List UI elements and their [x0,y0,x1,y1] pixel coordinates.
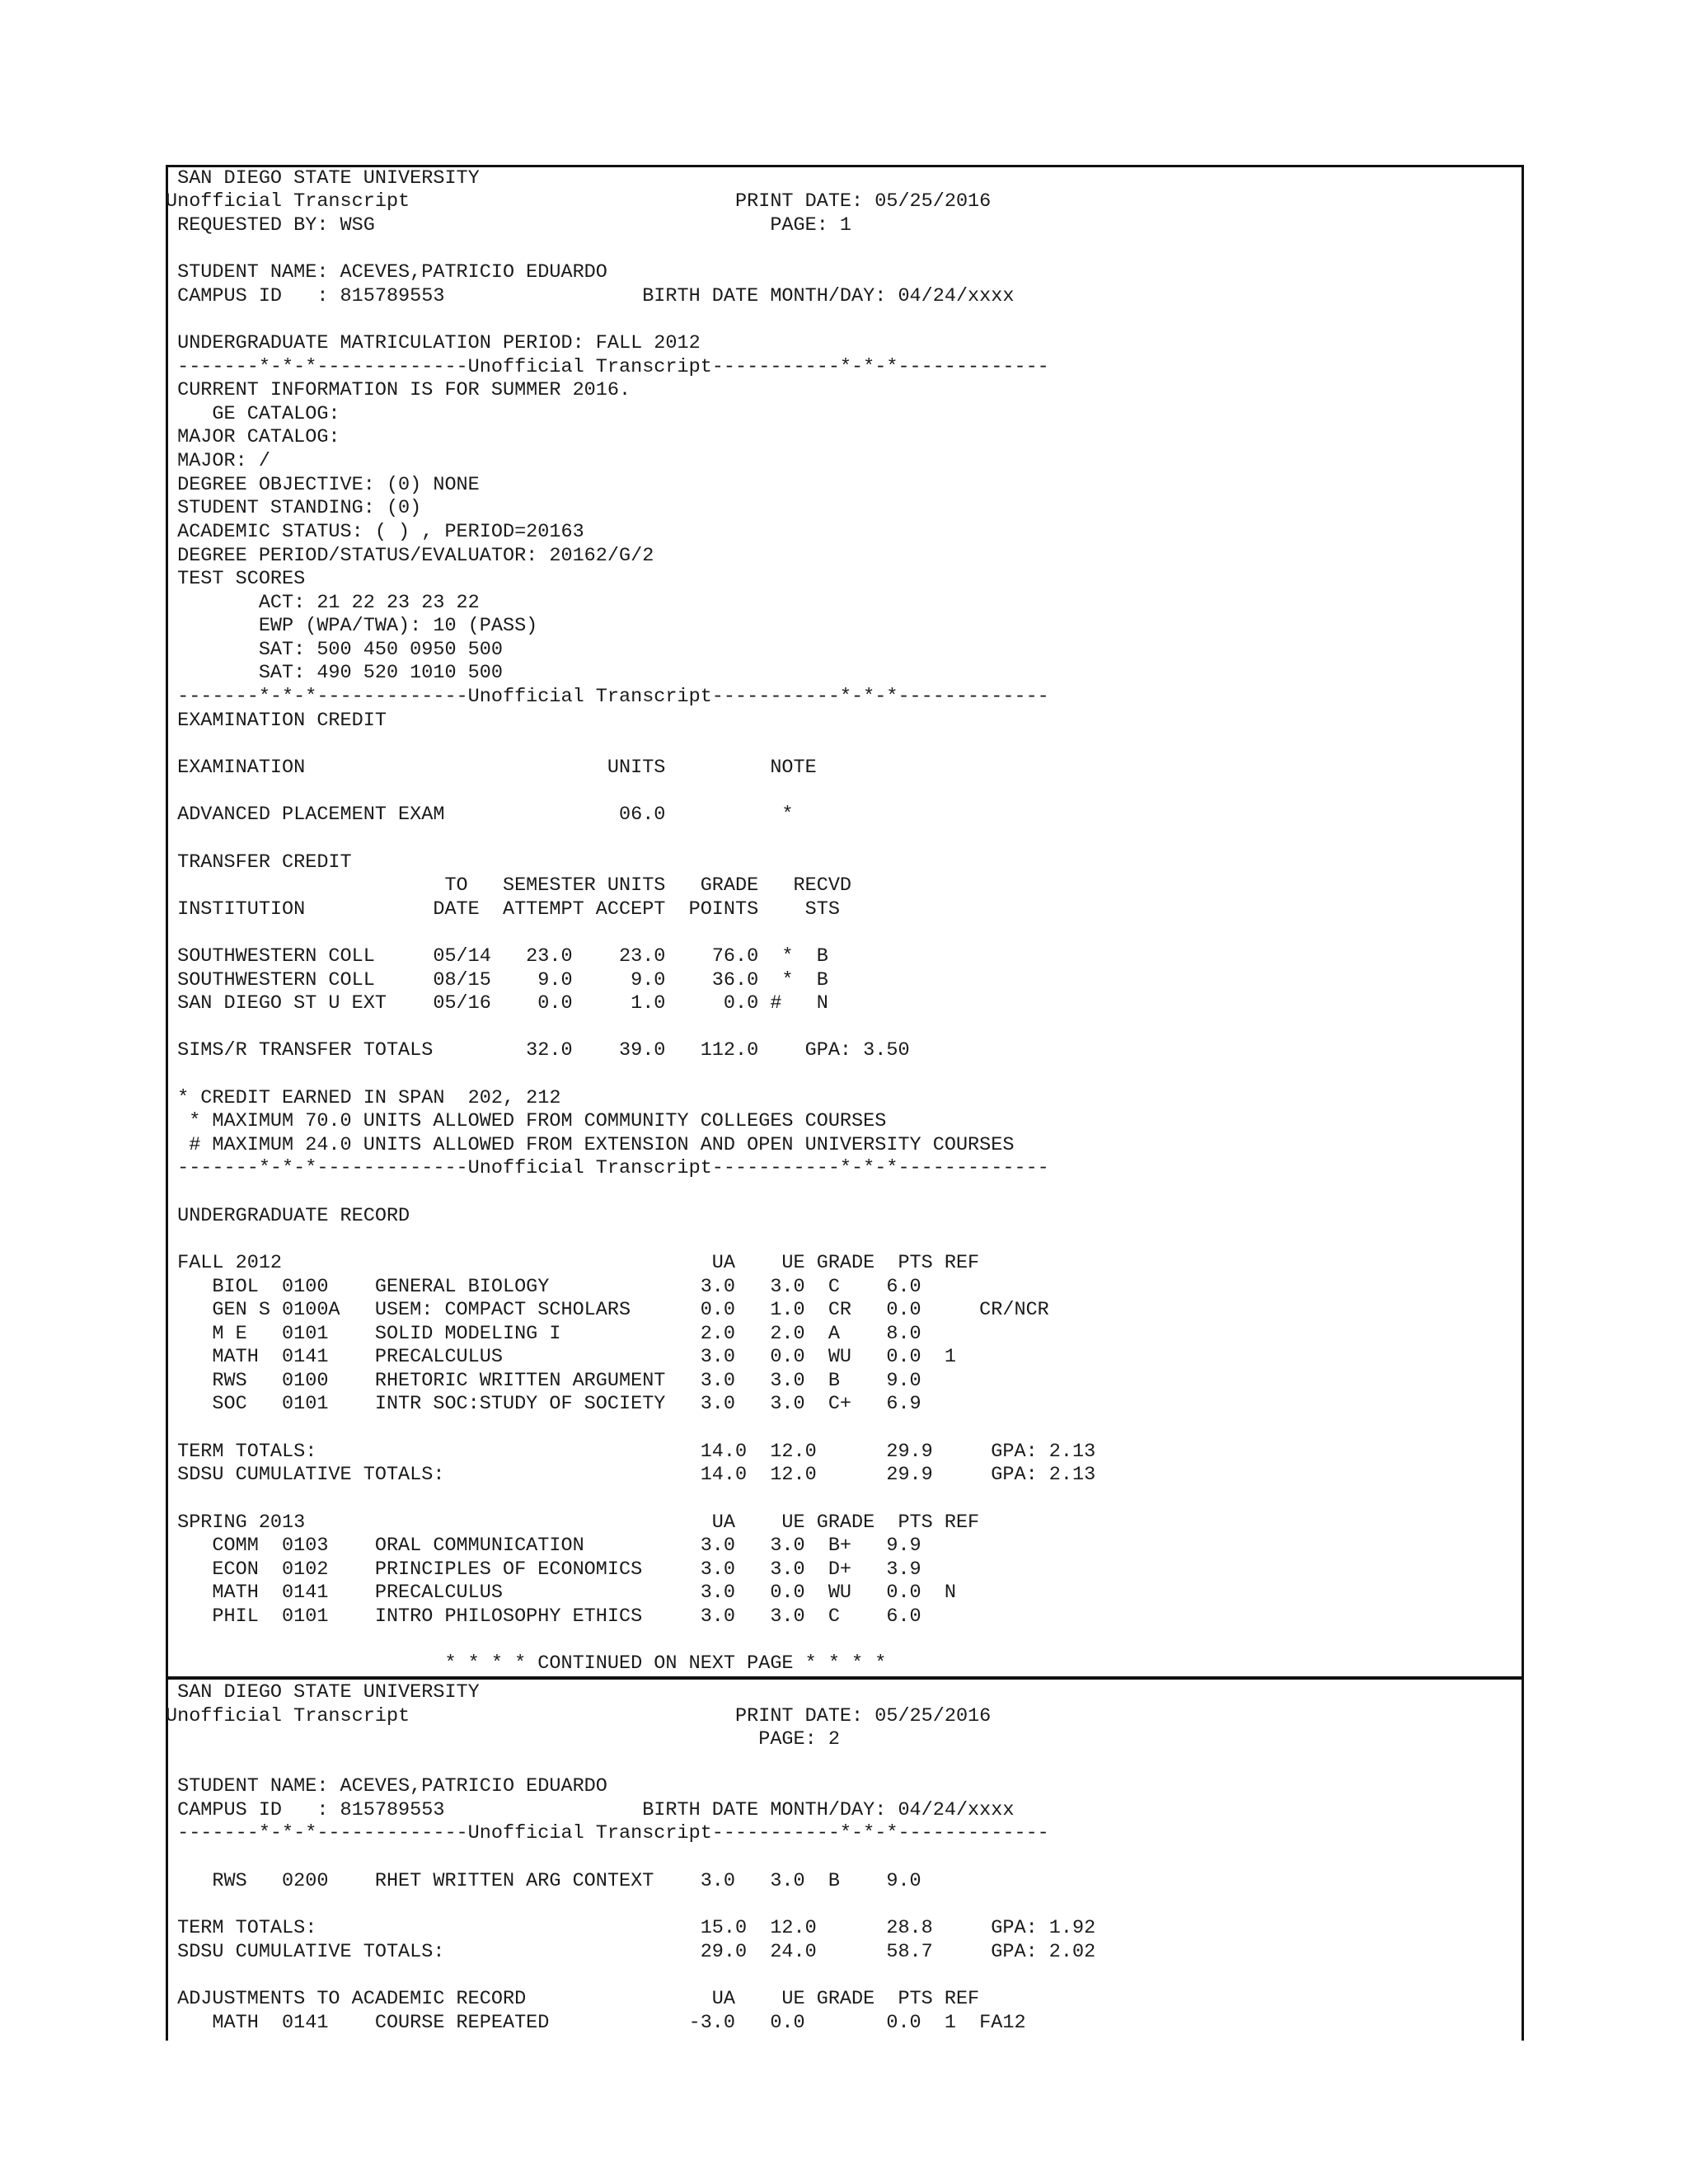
current-info-line: DEGREE OBJECTIVE: (0) NONE [166,474,480,496]
test-score-line: SAT: 490 520 1010 500 [166,662,503,684]
adjustments-header: ADJUSTMENTS TO ACADEMIC RECORD UA UE GRADE PTS REF [166,1988,980,2010]
cumulative-totals: SDSU CUMULATIVE TOTALS: 29.0 24.0 58.7 GPA: 2.02 [166,1941,1096,1963]
course-row: MATH 0141 PRECALCULUS 3.0 0.0 WU 0.0 1 [166,1346,956,1368]
matriculation-period: UNDERGRADUATE MATRICULATION PERIOD: FALL 2012 [166,332,701,354]
section-divider: -------*-*-*-------------Unofficial Transcript-----------*-*-*------------- [166,1157,1049,1179]
examination-credit-title: EXAMINATION CREDIT [166,710,387,732]
transfer-note: # MAXIMUM 24.0 UNITS ALLOWED FROM EXTENSION AND OPEN UNIVERSITY COURSES [166,1134,1015,1156]
cumulative-totals: SDSU CUMULATIVE TOTALS: 14.0 12.0 29.9 GPA: 2.13 [166,1464,1096,1486]
transfer-header-2: INSTITUTION DATE ATTEMPT ACCEPT POINTS STS [166,898,840,921]
transfer-row: SOUTHWESTERN COLL 08/15 9.0 9.0 36.0 * B [166,969,828,991]
institution-name: SAN DIEGO STATE UNIVERSITY [166,167,480,190]
transfer-row: SOUTHWESTERN COLL 05/14 23.0 23.0 76.0 * B [166,945,828,968]
current-info-line: CURRENT INFORMATION IS FOR SUMMER 2016. [166,379,631,401]
section-divider: -------*-*-*-------------Unofficial Transcript-----------*-*-*------------- [166,686,1049,708]
current-info-line: STUDENT STANDING: (0) [166,497,422,519]
current-info-line: GE CATALOG: [166,403,340,425]
section-divider: -------*-*-*-------------Unofficial Transcript-----------*-*-*------------- [166,1822,1049,1844]
course-row: PHIL 0101 INTRO PHILOSOPHY ETHICS 3.0 3.0 C 6.0 [166,1605,921,1628]
course-row: RWS 0100 RHETORIC WRITTEN ARGUMENT 3.0 3.0 B 9.0 [166,1370,921,1392]
course-row: RWS 0200 RHET WRITTEN ARG CONTEXT 3.0 3.0 B 9.0 [166,1870,921,1892]
transcript-title-print-date: Unofficial Transcript PRINT DATE: 05/25/2016 [166,1705,992,1727]
transfer-row: SAN DIEGO ST U EXT 05/16 0.0 1.0 0.0 # N [166,992,828,1015]
test-score-line: EWP (WPA/TWA): 10 (PASS) [166,615,538,637]
campus-id-birth-date: CAMPUS ID : 815789553 BIRTH DATE MONTH/DAY: 04/24/xxxx [166,1799,1015,1821]
course-row: ECON 0102 PRINCIPLES OF ECONOMICS 3.0 3.0 D+ 3.9 [166,1558,921,1581]
current-info-line: DEGREE PERIOD/STATUS/EVALUATOR: 20162/G/2 [166,545,654,567]
transfer-note: * CREDIT EARNED IN SPAN 202, 212 [166,1087,561,1109]
student-name: STUDENT NAME: ACEVES,PATRICIO EDUARDO [166,261,607,284]
current-info-line: TEST SCORES [166,568,306,590]
term-header-fall-2012: FALL 2012 UA UE GRADE PTS REF [166,1252,980,1274]
transfer-credit-title: TRANSFER CREDIT [166,851,352,874]
term-totals: TERM TOTALS: 15.0 12.0 28.8 GPA: 1.92 [166,1917,1096,1939]
examination-header: EXAMINATION UNITS NOTE [166,757,817,779]
term-totals: TERM TOTALS: 14.0 12.0 29.9 GPA: 2.13 [166,1441,1096,1463]
current-info-line: MAJOR CATALOG: [166,426,340,448]
requested-by-page: REQUESTED BY: WSG PAGE: 1 [166,214,852,237]
transfer-note: * MAXIMUM 70.0 UNITS ALLOWED FROM COMMUNITY COLLEGES COURSES [166,1110,887,1132]
continued-notice: * * * * CONTINUED ON NEXT PAGE * * * * [166,1652,887,1675]
course-row: M E 0101 SOLID MODELING I 2.0 2.0 A 8.0 [166,1323,921,1345]
campus-id-birth-date: CAMPUS ID : 815789553 BIRTH DATE MONTH/DAY: 04/24/xxxx [166,285,1015,307]
examination-row: ADVANCED PLACEMENT EXAM 06.0 * [166,804,794,826]
current-info-line: ACADEMIC STATUS: ( ) , PERIOD=20163 [166,521,584,543]
adjustment-row: MATH 0141 COURSE REPEATED -3.0 0.0 0.0 1 FA12 [166,2012,1026,2034]
course-row: BIOL 0100 GENERAL BIOLOGY 3.0 3.0 C 6.0 [166,1276,921,1298]
institution-name: SAN DIEGO STATE UNIVERSITY [166,1681,480,1704]
term-header-spring-2013: SPRING 2013 UA UE GRADE PTS REF [166,1511,980,1534]
course-row: MATH 0141 PRECALCULUS 3.0 0.0 WU 0.0 N [166,1582,956,1604]
undergraduate-record-title: UNDERGRADUATE RECORD [166,1205,410,1227]
transcript-title-print-date: Unofficial Transcript PRINT DATE: 05/25/2016 [166,190,992,213]
transfer-header-1: TO SEMESTER UNITS GRADE RECVD [166,874,852,897]
student-name: STUDENT NAME: ACEVES,PATRICIO EDUARDO [166,1775,607,1797]
course-row: SOC 0101 INTR SOC:STUDY OF SOCIETY 3.0 3.0 C+ 6.9 [166,1393,921,1415]
page-number: PAGE: 2 [166,1728,840,1750]
course-row: COMM 0103 ORAL COMMUNICATION 3.0 3.0 B+ 9.9 [166,1535,921,1557]
test-score-line: ACT: 21 22 23 23 22 [166,592,480,614]
course-row: GEN S 0100A USEM: COMPACT SCHOLARS 0.0 1.0 CR 0.0 CR/NCR [166,1299,1049,1321]
test-score-line: SAT: 500 450 0950 500 [166,639,503,661]
section-divider: -------*-*-*-------------Unofficial Transcript-----------*-*-*------------- [166,356,1049,378]
transfer-totals: SIMS/R TRANSFER TOTALS 32.0 39.0 112.0 GPA: 3.50 [166,1039,910,1062]
current-info-line: MAJOR: / [166,450,270,472]
